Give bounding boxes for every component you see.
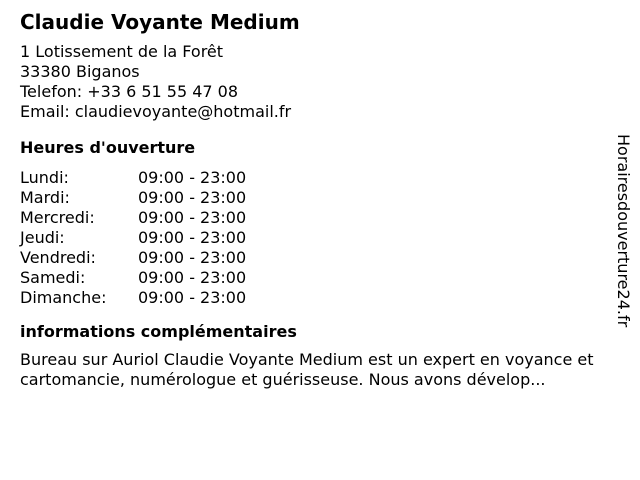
address-line-1: 1 Lotissement de la Forêt bbox=[20, 42, 224, 61]
email-line: Email: claudievoyante@hotmail.fr bbox=[20, 102, 292, 121]
hours-row bbox=[20, 288, 620, 308]
address-line-2: 33380 Biganos bbox=[20, 62, 140, 81]
day-label: Mardi: bbox=[20, 188, 70, 207]
day-label: Samedi: bbox=[20, 268, 86, 287]
hours-time: 09:00 - 23:00 bbox=[138, 168, 247, 187]
day-label: Vendredi: bbox=[20, 248, 96, 267]
day-label: Dimanche: bbox=[20, 288, 107, 307]
day-label: Jeudi: bbox=[20, 228, 65, 247]
hours-time: 09:00 - 23:00 bbox=[138, 268, 247, 287]
site-watermark: Horairesdouverture24.fr bbox=[614, 134, 633, 328]
contact-block bbox=[20, 42, 620, 122]
hours-time: 09:00 - 23:00 bbox=[138, 288, 247, 307]
hours-row bbox=[20, 168, 620, 188]
phone-line: Telefon: +33 6 51 55 47 08 bbox=[20, 82, 239, 101]
hours-time: 09:00 - 23:00 bbox=[138, 248, 247, 267]
hours-table bbox=[20, 168, 620, 308]
info-heading: informations complémentaires bbox=[20, 322, 297, 341]
business-card bbox=[20, 10, 620, 390]
hours-time: 09:00 - 23:00 bbox=[138, 188, 247, 207]
hours-row bbox=[20, 188, 620, 208]
info-description: Bureau sur Auriol Claudie Voyante Medium est un expert en voyance et cartomancie, numérologue et guérisseuse. Nous avons dévelop... bbox=[20, 350, 594, 389]
hours-row bbox=[20, 268, 620, 288]
day-label: Mercredi: bbox=[20, 208, 95, 227]
hours-time: 09:00 - 23:00 bbox=[138, 228, 247, 247]
hours-row bbox=[20, 248, 620, 268]
hours-row bbox=[20, 228, 620, 248]
day-label: Lundi: bbox=[20, 168, 69, 187]
hours-time: 09:00 - 23:00 bbox=[138, 208, 247, 227]
hours-row bbox=[20, 208, 620, 228]
hours-heading: Heures d'ouverture bbox=[20, 138, 196, 157]
business-name: Claudie Voyante Medium bbox=[20, 10, 300, 34]
